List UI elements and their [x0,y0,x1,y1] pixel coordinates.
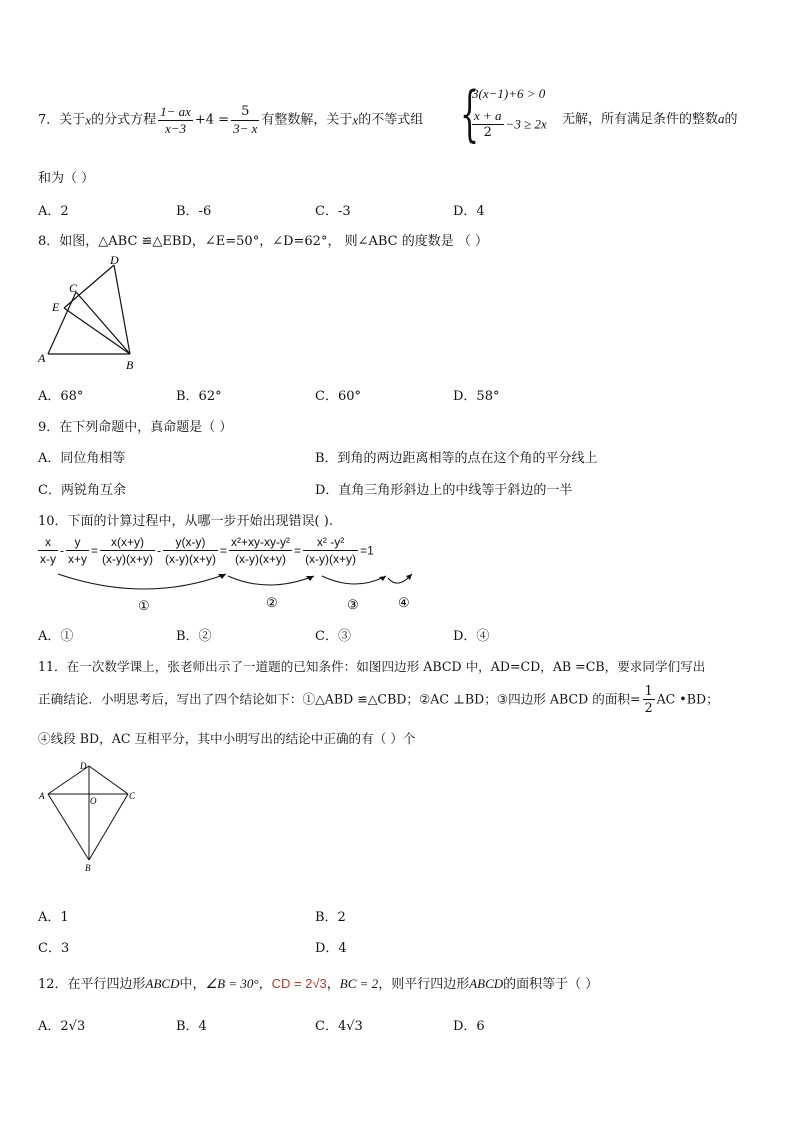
q11-kite-figure [36,758,146,874]
q8-triangle-figure [34,252,144,374]
arrow-2 [228,576,314,585]
q11-line1: 11．在一次数学课上，张老师出示了一道题的已知条件：如图四边形 ABCD 中，AD=CD，AB =CB，要求同学们写出 [38,659,706,674]
q9-option-d[interactable]: D．直角三角形斜边上的中线等于斜边的一半 [315,483,573,498]
label-e: E [52,300,60,314]
q11-option-b[interactable]: B．2 [315,910,346,925]
q7-line1 [38,104,423,146]
q12-text: 的面积等于（ ） [503,977,599,992]
label-o: O [90,796,97,806]
var-a: a [718,111,725,126]
label-a: A [39,791,45,801]
label-a: A [38,351,46,365]
fraction: $\frac{\text{x²+xy-xy-y²}}{(x-y)(x+y)}$ [231,535,291,566]
q8-option-c[interactable]: C．60° [315,389,361,404]
q10-option-b[interactable]: B．② [176,629,212,644]
angle-b: ∠B = 30°， [205,976,272,991]
q12-option-a[interactable]: A．2√3 [38,1019,86,1034]
q7-text: 的 [724,112,738,127]
step-4-label: ④ [398,595,410,610]
q12-stem [38,973,598,992]
q7-option-a[interactable]: A．2 [38,204,69,219]
var-x: x [352,112,359,128]
length-bc: BC = 2 [339,976,379,991]
edge-eb [64,308,130,354]
q9-stem: 9．在下列命题中，真命题是（ ） [38,420,233,435]
step-2-label: ② [266,595,278,610]
inequality-2 [470,108,547,141]
fraction: $\frac{x + a}{2}$ [474,108,502,140]
var-x: x [85,112,92,128]
q12-option-d[interactable]: D．6 [453,1019,485,1034]
q7-text: 关于 [59,112,86,128]
q11-option-d[interactable]: D．4 [315,941,347,956]
arrow-1 [58,574,226,589]
edge-db [114,265,130,354]
var-abcd: ABCD [469,976,504,991]
q9-option-b[interactable]: B．到角的两边距离相等的点在这个角的平分线上 [315,451,598,466]
operator: - [60,543,64,558]
fraction: $\frac{y(x-y)}{(x-y)(x+y)}$ [165,535,217,566]
q7-text: 有整数解，关于 [261,112,353,128]
q7-option-b[interactable]: B．-6 [176,204,212,219]
label-b: B [85,863,91,873]
q12-text: 12．在平行四边形 [38,977,146,992]
length-cd: CD = 2√3 [271,976,327,991]
q11-option-a[interactable]: A．1 [38,910,69,925]
arrow-3 [322,576,386,584]
inequality-system [460,79,560,150]
edge-cb [76,292,130,354]
q10-stem: 10．下面的计算过程中，从哪一步开始出现错误( ). [38,514,333,529]
q7-line1-tail [562,108,738,127]
q10-step-arrows [36,566,426,616]
q10-expression [36,534,374,567]
q7-text: 的分式方程 [91,112,157,128]
q7-option-d[interactable]: D．4 [453,204,485,219]
result: =1 [360,543,374,558]
q7-option-c[interactable]: C．-3 [315,204,351,219]
q10-option-c[interactable]: C．③ [315,629,351,644]
q7-text: 的不等式组 [358,112,424,128]
label-d: D [110,253,119,267]
fraction: $\frac{\text{x² -y²}}{(x-y)(x+y)}$ [305,535,357,566]
q12-text: 中， [179,977,206,992]
label-c: C [69,281,78,295]
q8-option-d[interactable]: D．58° [453,389,500,404]
q11-text: AC •BD； [656,691,719,707]
fraction: $\frac{5}{3- x}$ [233,104,258,136]
q7-text: −3 ≥ 2x [505,116,547,132]
q8-option-a[interactable]: A．68° [38,389,84,404]
q8-option-b[interactable]: B．62° [176,389,222,404]
q8-stem: 8．如图，△ABC ≌△EBD，∠E=50°，∠D=62°， 则∠ABC 的度数是 （ ） [38,234,489,249]
operator: = [91,543,99,558]
q10-option-a[interactable]: A．① [38,629,74,644]
fraction: $\frac{1- ax}{x-3}$ [160,104,191,136]
edge-cd [89,766,128,794]
operator: = [220,543,228,558]
q12-option-c[interactable]: C．4√3 [315,1019,363,1034]
brace: { [460,79,480,149]
q10-option-d[interactable]: D．④ [453,629,490,644]
label-c: C [129,791,136,801]
q7-text: +4 = [194,112,230,128]
edge-ab [48,794,89,860]
q12-text: ，则平行四边形 [378,977,470,992]
q12-option-b[interactable]: B．4 [176,1019,207,1034]
q11-text: 正确结论．小明思考后，写出了四个结论如下：①△ABD ≌△CBD；②AC ⊥BD；③四边形 ABCD 的面积= [38,691,641,707]
var-abcd: ABCD [145,976,180,991]
label-d: D [80,761,87,771]
label-b: B [126,358,134,372]
fraction: $\frac{x}{x-y}$ [40,535,56,566]
q9-option-a[interactable]: A．同位角相等 [38,451,126,466]
q7-number: 7． [38,112,60,128]
q11-line2 [38,682,719,717]
q11-option-c[interactable]: C．3 [38,941,70,956]
operator: - [157,543,162,558]
q11-line3: ④线段 BD，AC 互相平分，其中小明写出的结论中正确的有（ ）个 [38,731,416,746]
fraction: $\frac{1}{2}$ [644,683,653,715]
step-1-label: ① [138,598,150,613]
inequality-1: 3(x−1)+6 > 0 [472,86,546,101]
q12-text: ， [326,977,340,992]
q7-line2: 和为（ ） [38,171,95,186]
q7-text: 无解，所有满足条件的整数 [562,112,719,127]
fraction: $\frac{y}{x+y}$ [68,535,88,566]
step-3-label: ③ [347,597,359,612]
operator: = [294,543,302,558]
fraction: $\frac{x(x+y)}{(x-y)(x+y)}$ [102,535,154,566]
q9-option-c[interactable]: C．两锐角互余 [38,483,126,498]
